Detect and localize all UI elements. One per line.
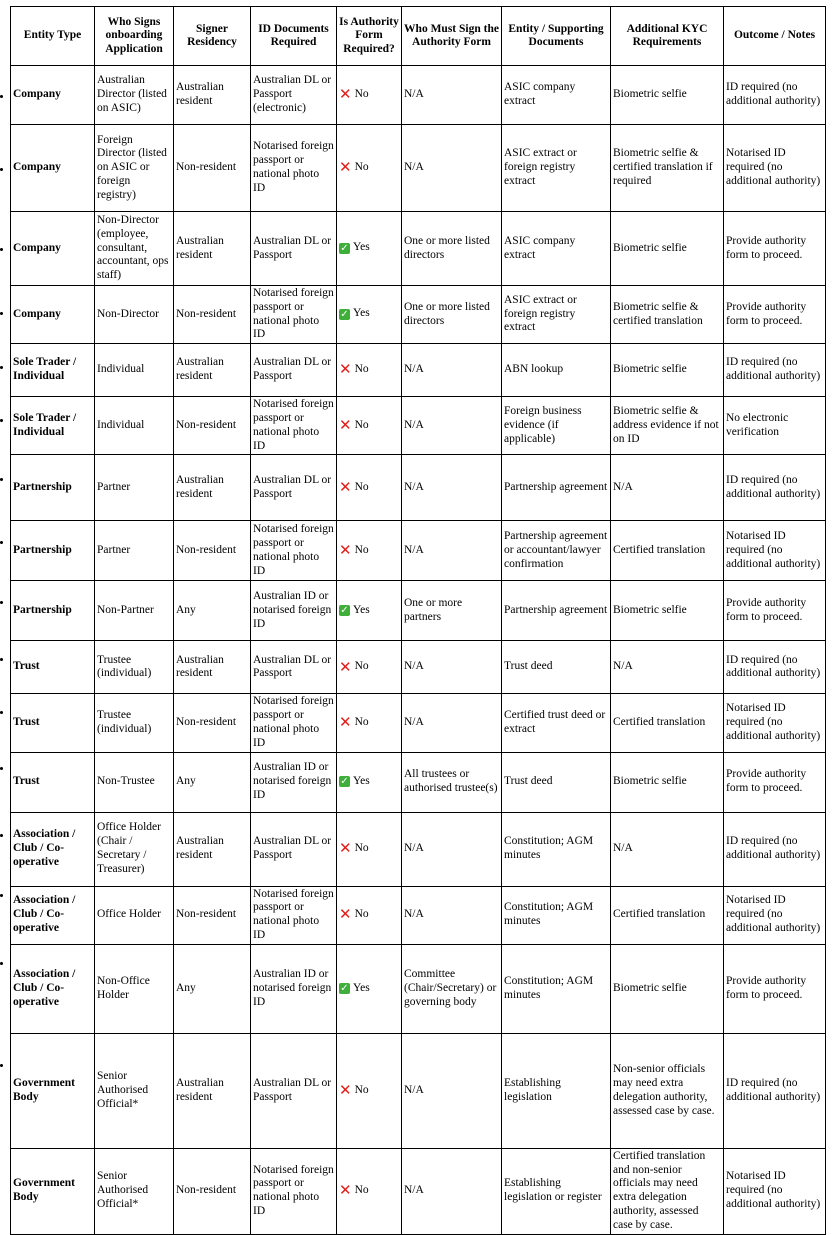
row-bullet [0,168,3,171]
cross-icon: ✕ [339,158,352,177]
authority-required-label: No [354,543,369,556]
residency-cell: Non-resident [174,125,251,212]
table-row [11,694,826,752]
authority-required-label: No [354,160,369,173]
id-documents-cell: Notarised foreign passport or national photo ID [251,125,337,212]
table-row [11,66,826,125]
header-additional-kyc: Additional KYC Requirements [611,7,724,66]
table-row [11,344,826,397]
supporting-documents-cell: Partnership agreement or accountant/lawyer confirmation [502,521,611,581]
signer-cell: Trustee (individual) [95,694,174,752]
signer-cell: Non-Office Holder [95,944,174,1033]
kyc-requirements-table [10,6,826,1235]
cross-icon: ✕ [339,905,352,924]
residency-cell: Non-resident [174,286,251,344]
authority-signer-cell: N/A [402,521,502,581]
supporting-documents-cell: Partnership agreement [502,581,611,641]
authority-required-label: Yes [353,307,370,320]
authority-signer-cell: N/A [402,66,502,125]
residency-cell: Any [174,581,251,641]
table-row [11,125,826,212]
residency-cell: Non-resident [174,694,251,752]
authority-signer-cell: N/A [402,694,502,752]
signer-cell: Partner [95,455,174,521]
authority-required-label: No [354,1183,369,1196]
id-documents-cell: Notarised foreign passport or national photo ID [251,286,337,344]
authority-signer-cell: One or more listed directors [402,212,502,286]
kyc-requirements-cell: Biometric selfie & address evidence if not on ID [611,397,724,455]
kyc-requirements-cell: Biometric selfie [611,752,724,812]
outcome-notes-cell: ID required (no additional authority) [724,812,826,886]
signer-cell: Individual [95,397,174,455]
authority-required-cell [337,1148,402,1234]
table-row [11,641,826,694]
supporting-documents-cell: ASIC company extract [502,66,611,125]
entity-type-cell: Government Body [11,1033,95,1148]
authority-required-cell [337,752,402,812]
residency-cell: Non-resident [174,397,251,455]
row-bullet [0,767,3,770]
check-icon: ✓ [340,605,349,617]
cross-icon: ✕ [339,541,352,560]
entity-type-cell: Trust [11,641,95,694]
residency-cell: Non-resident [174,1148,251,1234]
id-documents-cell: Australian DL or Passport [251,812,337,886]
signer-cell: Australian Director (listed on ASIC) [95,66,174,125]
row-bullet [0,366,3,369]
id-documents-cell: Australian DL or Passport [251,455,337,521]
entity-type-cell: Partnership [11,455,95,521]
signer-cell: Non-Director (employee, consultant, accountant, ops staff) [95,212,174,286]
table-row [11,752,826,812]
supporting-documents-cell: Certified trust deed or extract [502,694,611,752]
authority-required-label: Yes [353,603,370,616]
authority-signer-cell: One or more partners [402,581,502,641]
kyc-requirements-cell: Certified translation [611,886,724,944]
entity-type-cell: Company [11,286,95,344]
row-bullet [0,894,3,897]
residency-cell: Non-resident [174,521,251,581]
residency-cell: Australian resident [174,66,251,125]
authority-required-cell [337,521,402,581]
residency-cell: Australian resident [174,344,251,397]
kyc-requirements-cell: Biometric selfie & certified translation [611,286,724,344]
kyc-requirements-cell: Biometric selfie & certified translation if required [611,125,724,212]
outcome-notes-cell: Notarised ID required (no additional authority) [724,1148,826,1234]
signer-cell: Partner [95,521,174,581]
entity-type-cell: Government Body [11,1148,95,1234]
authority-required-cell [337,581,402,641]
authority-required-label: No [354,1083,369,1096]
entity-type-cell: Partnership [11,581,95,641]
id-documents-cell: Australian ID or notarised foreign ID [251,944,337,1033]
residency-cell: Australian resident [174,212,251,286]
authority-required-cell [337,212,402,286]
id-documents-cell: Australian ID or notarised foreign ID [251,752,337,812]
supporting-documents-cell: ASIC extract or foreign registry extract [502,286,611,344]
residency-cell: Australian resident [174,455,251,521]
id-documents-cell: Australian DL or Passport (electronic) [251,66,337,125]
id-documents-cell: Australian DL or Passport [251,641,337,694]
authority-signer-cell: N/A [402,641,502,694]
row-bullet [0,312,3,315]
row-bullet [0,95,3,98]
outcome-notes-cell: No electronic verification [724,397,826,455]
signer-cell: Non-Partner [95,581,174,641]
cross-icon: ✕ [339,360,352,379]
id-documents-cell: Notarised foreign passport or national photo ID [251,521,337,581]
table-row [11,581,826,641]
signer-cell: Senior Authorised Official* [95,1148,174,1234]
residency-cell: Any [174,752,251,812]
header-signer-residency: Signer Residency [174,7,251,66]
table-row [11,397,826,455]
entity-type-cell: Company [11,66,95,125]
outcome-notes-cell: ID required (no additional authority) [724,1033,826,1148]
check-icon: ✓ [340,982,349,994]
supporting-documents-cell: Establishing legislation or register [502,1148,611,1234]
entity-type-cell: Sole Trader / Individual [11,344,95,397]
authority-signer-cell: N/A [402,886,502,944]
authority-signer-cell: N/A [402,125,502,212]
kyc-requirements-cell: N/A [611,455,724,521]
authority-signer-cell: N/A [402,344,502,397]
outcome-notes-cell: Provide authority form to proceed. [724,212,826,286]
id-documents-cell: Notarised foreign passport or national photo ID [251,397,337,455]
outcome-notes-cell: Provide authority form to proceed. [724,581,826,641]
header-id-documents: ID Documents Required [251,7,337,66]
entity-type-cell: Association / Club / Co-operative [11,944,95,1033]
authority-signer-cell: Committee (Chair/Secretary) or governing body [402,944,502,1033]
signer-cell: Foreign Director (listed on ASIC or foreign registry) [95,125,174,212]
supporting-documents-cell: ASIC company extract [502,212,611,286]
header-outcome-notes: Outcome / Notes [724,7,826,66]
table-row [11,521,826,581]
header-authority-form-signer: Who Must Sign the Authority Form [402,7,502,66]
authority-signer-cell: N/A [402,1033,502,1148]
table-row [11,286,826,344]
signer-cell: Office Holder [95,886,174,944]
authority-required-label: No [354,87,369,100]
row-bullet [0,248,3,251]
kyc-requirements-cell: Biometric selfie [611,581,724,641]
authority-required-label: No [354,660,369,673]
residency-cell: Non-resident [174,886,251,944]
signer-cell: Trustee (individual) [95,641,174,694]
entity-type-cell: Company [11,212,95,286]
cross-icon: ✕ [339,1181,352,1200]
authority-required-label: No [354,480,369,493]
check-icon: ✓ [340,242,349,254]
kyc-requirements-cell: N/A [611,641,724,694]
table-header-row [11,7,826,66]
cross-icon: ✕ [339,478,352,497]
authority-required-cell [337,66,402,125]
id-documents-cell: Notarised foreign passport or national photo ID [251,886,337,944]
supporting-documents-cell: Foreign business evidence (if applicable) [502,397,611,455]
header-supporting-documents: Entity / Supporting Documents [502,7,611,66]
kyc-requirements-cell: Biometric selfie [611,66,724,125]
id-documents-cell: Notarised foreign passport or national photo ID [251,694,337,752]
row-bullet [0,834,3,837]
table-row [11,812,826,886]
row-bullet [0,541,3,544]
authority-signer-cell: N/A [402,455,502,521]
authority-required-cell [337,694,402,752]
table-row [11,886,826,944]
authority-required-cell [337,397,402,455]
row-bullet [0,478,3,481]
id-documents-cell: Australian DL or Passport [251,1033,337,1148]
outcome-notes-cell: Notarised ID required (no additional authority) [724,521,826,581]
supporting-documents-cell: Trust deed [502,641,611,694]
residency-cell: Australian resident [174,641,251,694]
authority-required-label: No [354,715,369,728]
signer-cell: Non-Director [95,286,174,344]
row-bullet [0,601,3,604]
supporting-documents-cell: Constitution; AGM minutes [502,886,611,944]
kyc-requirements-cell: Certified translation [611,694,724,752]
check-icon: ✓ [340,776,349,788]
authority-required-cell [337,812,402,886]
cross-icon: ✕ [339,85,352,104]
outcome-notes-cell: Provide authority form to proceed. [724,752,826,812]
row-bullet [0,962,3,965]
authority-required-cell [337,944,402,1033]
supporting-documents-cell: ABN lookup [502,344,611,397]
kyc-requirements-cell: Certified translation and non-senior officials may need extra delegation authority, assessed case by case. [611,1148,724,1234]
cross-icon: ✕ [339,1080,352,1099]
entity-type-cell: Company [11,125,95,212]
supporting-documents-cell: Constitution; AGM minutes [502,944,611,1033]
entity-type-cell: Trust [11,694,95,752]
row-bullet [0,658,3,661]
authority-required-cell [337,125,402,212]
entity-type-cell: Association / Club / Co-operative [11,886,95,944]
outcome-notes-cell: ID required (no additional authority) [724,344,826,397]
outcome-notes-cell: Notarised ID required (no additional authority) [724,694,826,752]
table-row [11,455,826,521]
kyc-requirements-cell: N/A [611,812,724,886]
header-entity-type: Entity Type [11,7,95,66]
table-row [11,944,826,1033]
header-authority-form-required: Is Authority Form Required? [337,7,402,66]
authority-signer-cell: One or more listed directors [402,286,502,344]
authority-signer-cell: All trustees or authorised trustee(s) [402,752,502,812]
entity-type-cell: Association / Club / Co-operative [11,812,95,886]
authority-required-cell [337,455,402,521]
id-documents-cell: Australian DL or Passport [251,212,337,286]
check-icon: ✓ [340,308,349,320]
authority-required-label: No [354,907,369,920]
header-who-signs: Who Signs onboarding Application [95,7,174,66]
authority-required-label: Yes [353,981,370,994]
supporting-documents-cell: ASIC extract or foreign registry extract [502,125,611,212]
supporting-documents-cell: Trust deed [502,752,611,812]
cross-icon: ✕ [339,839,352,858]
cross-icon: ✕ [339,657,352,676]
authority-required-cell [337,641,402,694]
outcome-notes-cell: ID required (no additional authority) [724,641,826,694]
kyc-requirements-cell: Biometric selfie [611,212,724,286]
outcome-notes-cell: ID required (no additional authority) [724,66,826,125]
row-bullet [0,1064,3,1067]
table-row [11,212,826,286]
outcome-notes-cell: Notarised ID required (no additional authority) [724,125,826,212]
id-documents-cell: Notarised foreign passport or national photo ID [251,1148,337,1234]
row-bullet [0,711,3,714]
residency-cell: Australian resident [174,1033,251,1148]
authority-required-label: No [354,363,369,376]
outcome-notes-cell: Provide authority form to proceed. [724,286,826,344]
supporting-documents-cell: Establishing legislation [502,1033,611,1148]
outcome-notes-cell: Notarised ID required (no additional authority) [724,886,826,944]
outcome-notes-cell: Provide authority form to proceed. [724,944,826,1033]
cross-icon: ✕ [339,713,352,732]
authority-required-cell [337,286,402,344]
entity-type-cell: Trust [11,752,95,812]
table-row [11,1148,826,1234]
entity-type-cell: Sole Trader / Individual [11,397,95,455]
signer-cell: Senior Authorised Official* [95,1033,174,1148]
cross-icon: ✕ [339,416,352,435]
authority-required-cell [337,344,402,397]
entity-type-cell: Partnership [11,521,95,581]
kyc-requirements-cell: Non-senior officials may need extra delegation authority, assessed case by case. [611,1033,724,1148]
supporting-documents-cell: Constitution; AGM minutes [502,812,611,886]
kyc-requirements-cell: Biometric selfie [611,944,724,1033]
row-bullet [0,419,3,422]
kyc-requirements-cell: Certified translation [611,521,724,581]
table-row [11,1033,826,1148]
outcome-notes-cell: ID required (no additional authority) [724,455,826,521]
signer-cell: Non-Trustee [95,752,174,812]
authority-required-label: Yes [353,774,370,787]
kyc-requirements-cell: Biometric selfie [611,344,724,397]
authority-required-label: No [354,418,369,431]
authority-required-cell [337,886,402,944]
authority-required-label: No [354,841,369,854]
authority-required-cell [337,1033,402,1148]
residency-cell: Australian resident [174,812,251,886]
authority-required-label: Yes [353,241,370,254]
signer-cell: Office Holder (Chair / Secretary / Treasurer) [95,812,174,886]
id-documents-cell: Australian ID or notarised foreign ID [251,581,337,641]
authority-signer-cell: N/A [402,1148,502,1234]
signer-cell: Individual [95,344,174,397]
authority-signer-cell: N/A [402,812,502,886]
residency-cell: Any [174,944,251,1033]
id-documents-cell: Australian DL or Passport [251,344,337,397]
authority-signer-cell: N/A [402,397,502,455]
supporting-documents-cell: Partnership agreement [502,455,611,521]
